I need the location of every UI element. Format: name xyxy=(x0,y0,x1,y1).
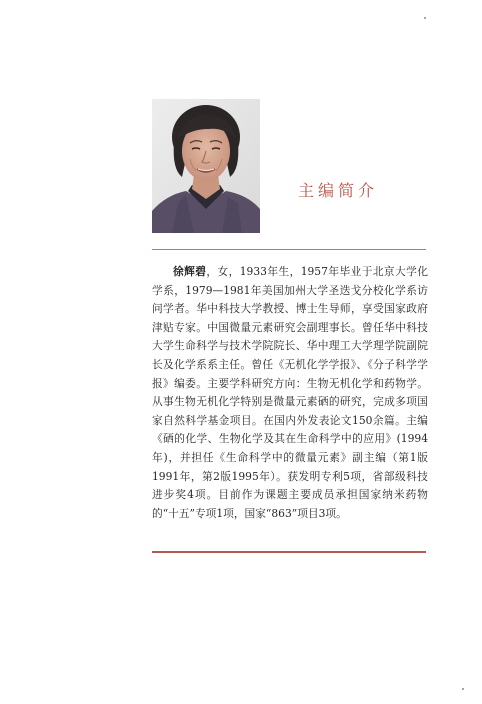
author-portrait xyxy=(152,99,260,233)
biography-text: ，女，1933年生，1957年毕业于北京大学化学系，1979—1981年美国加州大学圣迭戈分校化学系访问学者。华中科技大学教授、博士生导师，享受国家政府津贴专家。中国微量元素研究会副理事长。曾任华中科技大学生命科学与技术学院院长、华中理工大学理学院副院长及化学系系主任。曾任《无机化学学报》、《分子科学学报》编委。主要学科研究方向：生物无机化学和药物学。从事生物无机化学特别是微量元素硒的研究，完成多项国家自然科学基金项目。在国内外发表论文150余篇。主编《硒的化学、生物化学及其在生命科学中的应用》(1994年)，并担任《生命科学中的微量元素》副主编（第1版1991年，第2版1995年）。获发明专利5项，省部级科技进步奖4项。目前作为课题主要成员承担国家纳米药物的“十五”专项1项，国家“863”项目3项。 xyxy=(152,265,428,520)
author-name: 徐辉碧 xyxy=(173,265,207,278)
scan-speck xyxy=(462,688,464,690)
biography-paragraph xyxy=(152,263,428,523)
scan-speck xyxy=(424,17,426,19)
section-heading: 主编简介 xyxy=(298,181,379,200)
portrait-image xyxy=(152,99,260,233)
bottom-divider xyxy=(152,551,426,553)
top-divider xyxy=(152,249,426,250)
